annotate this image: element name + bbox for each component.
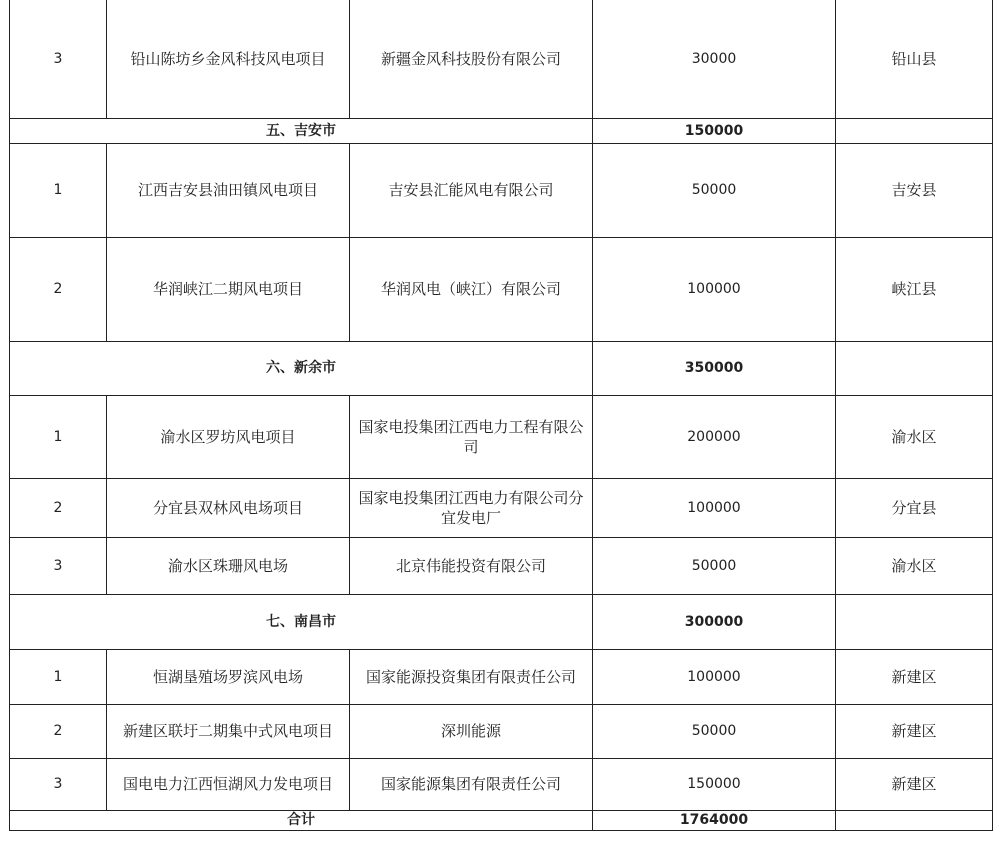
location-name: 新建区 [836, 649, 993, 704]
section-empty-cell [836, 118, 993, 143]
section-capacity: 350000 [593, 341, 836, 395]
section-header-row [10, 118, 993, 143]
table-row [10, 478, 993, 537]
section-header-row [10, 341, 993, 395]
project-name: 新建区联圩二期集中式风电项目 [107, 704, 350, 758]
section-title: 六、新余市 [10, 341, 593, 395]
table-row [10, 143, 993, 237]
row-number: 1 [10, 143, 107, 237]
company-name: 国家能源投资集团有限责任公司 [350, 649, 593, 704]
capacity-value: 100000 [593, 478, 836, 537]
capacity-value: 150000 [593, 758, 836, 810]
project-name: 铅山陈坊乡金风科技风电项目 [107, 0, 350, 118]
row-number: 2 [10, 704, 107, 758]
row-number: 2 [10, 478, 107, 537]
capacity-value: 50000 [593, 537, 836, 594]
table-row [10, 0, 993, 118]
company-name: 北京伟能投资有限公司 [350, 537, 593, 594]
total-capacity: 1764000 [593, 810, 836, 830]
section-empty-cell [836, 341, 993, 395]
row-number: 3 [10, 758, 107, 810]
project-name: 分宜县双林风电场项目 [107, 478, 350, 537]
table-row [10, 704, 993, 758]
total-row [10, 810, 993, 830]
location-name: 渝水区 [836, 537, 993, 594]
project-name: 华润峡江二期风电项目 [107, 237, 350, 341]
project-name: 渝水区珠珊风电场 [107, 537, 350, 594]
section-title: 七、南昌市 [10, 594, 593, 649]
table-row [10, 395, 993, 478]
row-number: 1 [10, 395, 107, 478]
project-name: 恒湖垦殖场罗滨风电场 [107, 649, 350, 704]
location-name: 新建区 [836, 758, 993, 810]
capacity-value: 50000 [593, 143, 836, 237]
capacity-value: 30000 [593, 0, 836, 118]
capacity-value: 100000 [593, 649, 836, 704]
row-number: 2 [10, 237, 107, 341]
location-name: 渝水区 [836, 395, 993, 478]
location-name: 峡江县 [836, 237, 993, 341]
section-capacity: 150000 [593, 118, 836, 143]
project-name: 国电电力江西恒湖风力发电项目 [107, 758, 350, 810]
table-row [10, 649, 993, 704]
table-row [10, 758, 993, 810]
capacity-value: 50000 [593, 704, 836, 758]
project-table [9, 0, 993, 831]
location-name: 新建区 [836, 704, 993, 758]
row-number: 3 [10, 537, 107, 594]
total-empty-cell [836, 810, 993, 830]
company-name: 深圳能源 [350, 704, 593, 758]
section-title: 五、吉安市 [10, 118, 593, 143]
company-name: 国家电投集团江西电力有限公司分宜发电厂 [350, 478, 593, 537]
location-name: 吉安县 [836, 143, 993, 237]
capacity-value: 100000 [593, 237, 836, 341]
company-name: 国家能源集团有限责任公司 [350, 758, 593, 810]
project-name: 江西吉安县油田镇风电项目 [107, 143, 350, 237]
section-header-row [10, 594, 993, 649]
section-capacity: 300000 [593, 594, 836, 649]
company-name: 华润风电（峡江）有限公司 [350, 237, 593, 341]
company-name: 国家电投集团江西电力工程有限公司 [350, 395, 593, 478]
location-name: 铅山县 [836, 0, 993, 118]
row-number: 3 [10, 0, 107, 118]
section-empty-cell [836, 594, 993, 649]
company-name: 新疆金风科技股份有限公司 [350, 0, 593, 118]
company-name: 吉安县汇能风电有限公司 [350, 143, 593, 237]
table-row [10, 237, 993, 341]
table-row [10, 537, 993, 594]
project-name: 渝水区罗坊风电项目 [107, 395, 350, 478]
row-number: 1 [10, 649, 107, 704]
total-label: 合计 [10, 810, 593, 830]
location-name: 分宜县 [836, 478, 993, 537]
capacity-value: 200000 [593, 395, 836, 478]
